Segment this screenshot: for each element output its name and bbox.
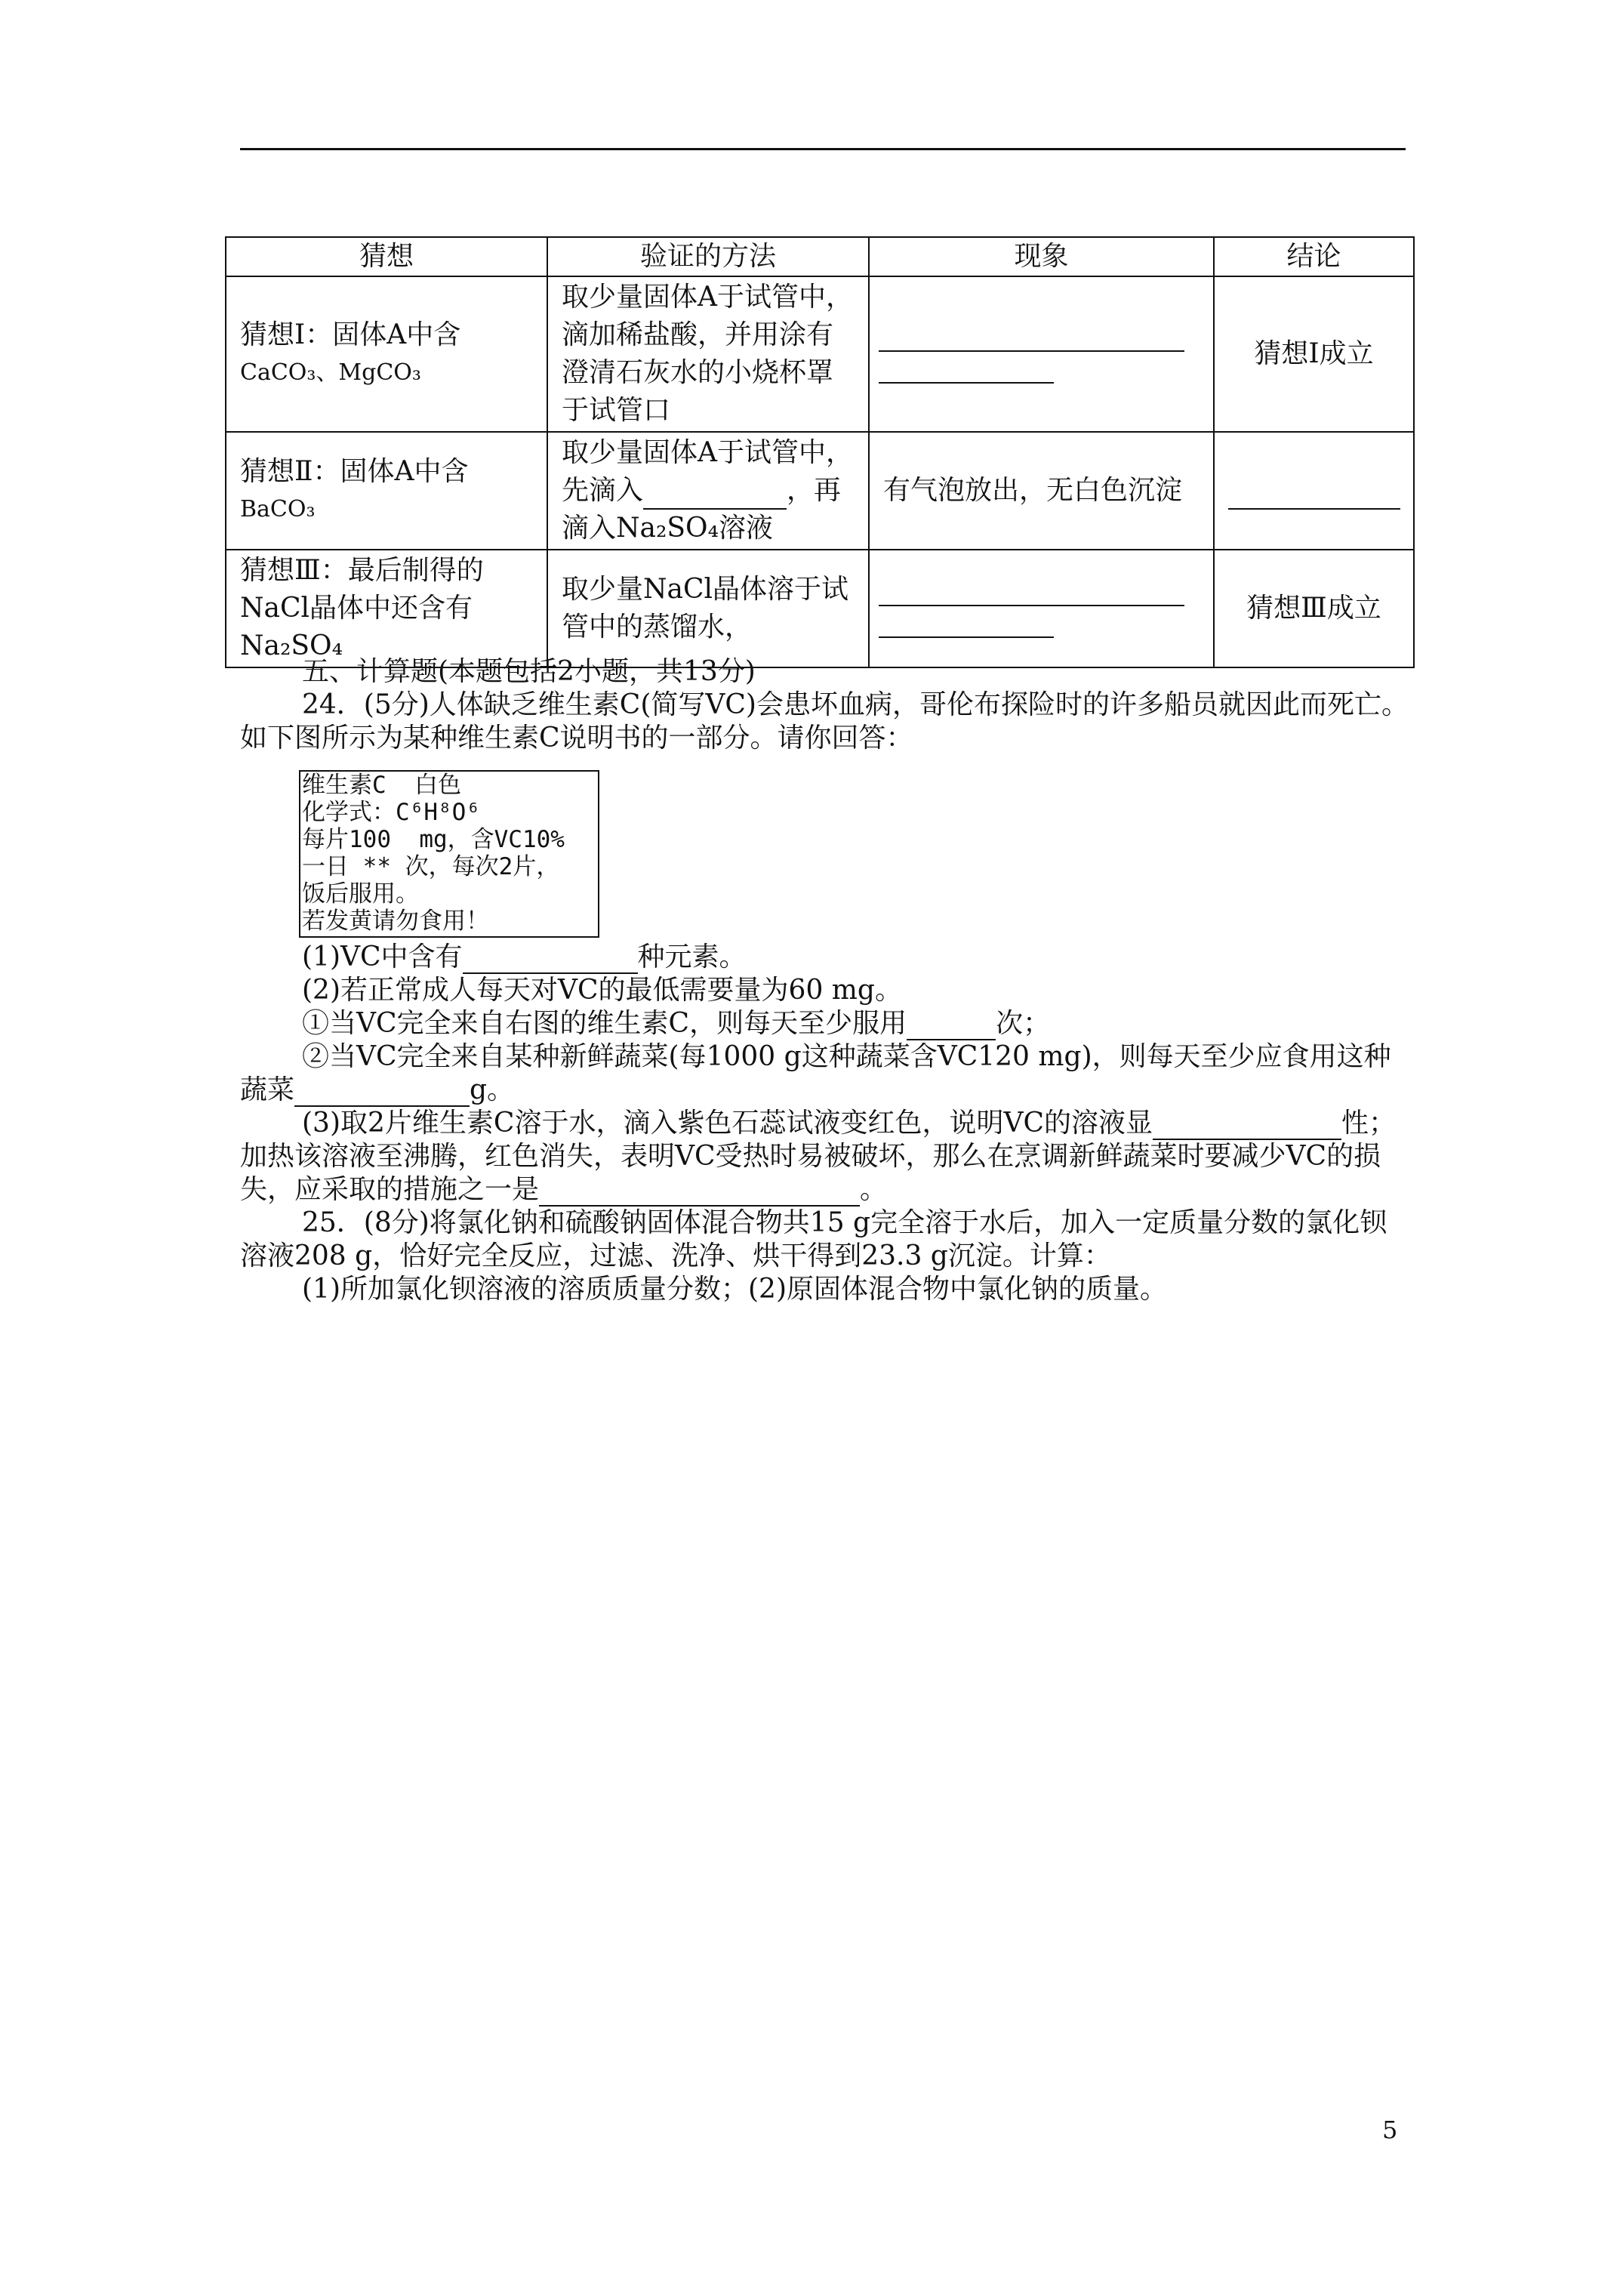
box-line: 若发黄请勿食用！	[302, 908, 489, 935]
table-row	[226, 432, 1414, 550]
box-line: 饭后服用。	[302, 880, 419, 908]
q24-part3	[240, 1107, 1410, 1207]
guess-cell: 猜想Ⅲ：最后制得的NaCl晶体中还含有Na₂SO₄	[226, 550, 547, 667]
q24-intro: 24．(5分)人体缺乏维生素C(简写VC)会患坏血病，哥伦布探险时的许多船员就因此而死亡。如下图所示为某种维生素C说明书的一部分。请你回答：	[240, 689, 1409, 754]
q24-part2-2	[240, 1040, 1410, 1107]
answer-blank[interactable]	[879, 325, 1184, 352]
q24-part2-1-text: 次；	[996, 1008, 1051, 1039]
guess-cell	[226, 276, 547, 432]
guess-formula: BaCO₃	[240, 496, 316, 522]
vitamin-c-label-box	[299, 770, 599, 938]
conclusion-cell: 猜想Ⅲ成立	[1214, 550, 1414, 667]
col-header-phenomenon: 现象	[869, 237, 1214, 276]
q24-part2-1-text: ①当VC完全来自右图的维生素C，则每天至少服用	[302, 1008, 907, 1039]
q24-part1-text: 种元素。	[637, 942, 747, 972]
box-line: 化学式：C⁶H⁸O⁶	[302, 799, 480, 826]
phenomenon-cell: 有气泡放出，无白色沉淀	[869, 432, 1214, 550]
answer-blank[interactable]	[294, 1080, 470, 1107]
q24-part1-text: (1)VC中含有	[302, 942, 463, 972]
q24-part2: (2)若正常成人每天对VC的最低需要量为60 mg。	[302, 975, 902, 1006]
method-cell	[547, 432, 869, 550]
q24-part3-text: 性；加热该溶液至沸腾，红色消失，表明VC受热时易被破坏，那么在烹调新鲜蔬菜时要减少VC的损失，应采取的措施之一是	[240, 1108, 1397, 1205]
table-header-row	[226, 237, 1414, 276]
phenomenon-cell	[869, 550, 1214, 667]
q24-part3-text: (3)取2片维生素C溶于水，滴入紫色石蕊试液变红色，说明VC的溶液显	[302, 1108, 1153, 1139]
guess-cell	[226, 432, 547, 550]
col-header-conclusion: 结论	[1214, 237, 1414, 276]
q24-body	[240, 941, 1410, 1306]
section-title: 五、计算题(本题包括2小题，共13分)	[302, 656, 756, 687]
box-line: 一日 ** 次，每次2片，	[302, 853, 560, 880]
q25-text: 25．(8分)将氯化钠和硫酸钠固体混合物共15 g完全溶于水后，加入一定质量分数的氯化钡溶液208 g，恰好完全反应，过滤、洗净、烘干得到23.3 g沉淀。计算：	[240, 1207, 1387, 1271]
answer-blank[interactable]	[879, 356, 1054, 384]
page-number: 5	[1382, 2116, 1398, 2144]
q24-part2-2-text: g。	[470, 1074, 515, 1105]
answer-blank[interactable]	[1228, 482, 1400, 510]
method-text: 取少量固体A于试管中，先滴入	[562, 437, 853, 506]
q24-part1	[240, 941, 1410, 974]
conclusion-cell: 猜想Ⅰ成立	[1214, 276, 1414, 432]
answer-blank[interactable]	[1153, 1113, 1341, 1140]
phenomenon-cell	[869, 276, 1214, 432]
method-text: ，再滴入Na₂SO₄溶液	[562, 475, 842, 544]
answer-blank[interactable]	[907, 1013, 996, 1040]
col-header-method: 验证的方法	[547, 237, 869, 276]
answer-blank[interactable]	[463, 947, 638, 974]
section-title-wrap	[240, 655, 1410, 755]
guess-formula: CaCO₃、MgCO₃	[240, 359, 421, 386]
q25-subquestions: (1)所加氯化钡溶液的溶质质量分数；(2)原固体混合物中氯化钠的质量。	[302, 1274, 1167, 1305]
method-cell: 取少量NaCl晶体溶于试管中的蒸馏水，	[547, 550, 869, 667]
answer-blank[interactable]	[539, 1179, 860, 1207]
answer-blank[interactable]	[879, 579, 1184, 606]
answer-blank[interactable]	[643, 482, 787, 510]
q24-part2-2-text: ②当VC完全来自某种新鲜蔬菜(每1000 g这种蔬菜含VC120 mg)，则每天至少应食用这种蔬菜	[240, 1041, 1391, 1105]
guess-text: 猜想Ⅱ：固体A中含	[240, 456, 469, 487]
table-row	[226, 550, 1414, 667]
guess-text: 猜想Ⅰ：固体A中含	[240, 319, 461, 350]
header-rule	[240, 148, 1406, 150]
box-line: 每片100 mg，含VC10%	[302, 826, 565, 853]
method-cell: 取少量固体A于试管中，滴加稀盐酸，并用涂有澄清石灰水的小烧杯罩于试管口	[547, 276, 869, 432]
experiment-table	[225, 236, 1415, 668]
box-line: 维生素C 白色	[302, 772, 461, 799]
table-row	[226, 276, 1414, 432]
q24-part2-1	[240, 1007, 1410, 1040]
conclusion-cell	[1214, 432, 1414, 550]
answer-blank[interactable]	[879, 611, 1054, 638]
q24-part3-text: 。	[860, 1174, 888, 1205]
col-header-guess: 猜想	[226, 237, 547, 276]
